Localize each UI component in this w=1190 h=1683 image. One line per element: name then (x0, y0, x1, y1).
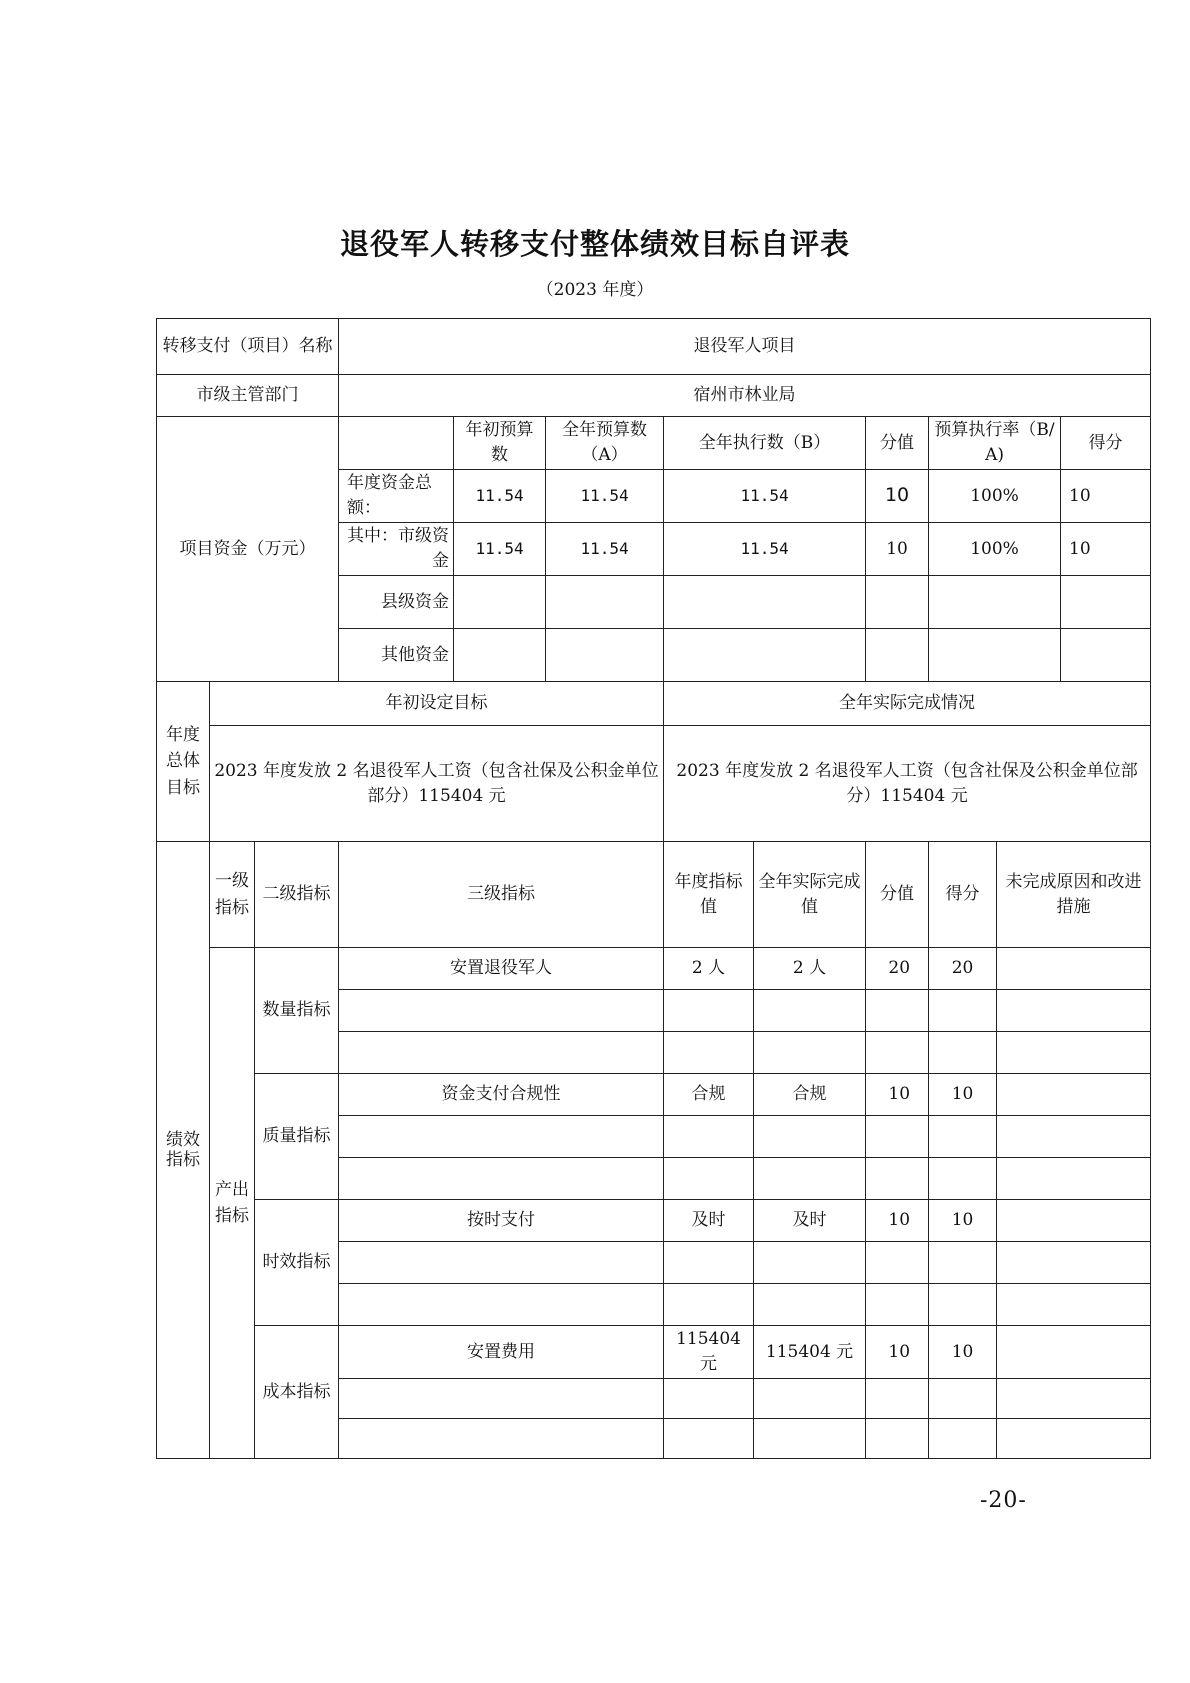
group-name: 质量指标 (255, 1074, 339, 1200)
level3-name (339, 1158, 664, 1200)
funds-score (1061, 629, 1151, 682)
score-value: 10 (866, 1074, 929, 1116)
group-name: 时效指标 (255, 1200, 339, 1326)
indicators-label: 绩效指标 (157, 842, 210, 1459)
reason (997, 1074, 1151, 1116)
funds-col-executed: 全年执行数（B） (664, 417, 866, 470)
score-value: 10 (866, 1200, 929, 1242)
level3-name: 资金支付合规性 (339, 1074, 664, 1116)
funds-initial (454, 576, 546, 629)
score (929, 1032, 997, 1074)
target-value (664, 1116, 754, 1158)
score (929, 1116, 997, 1158)
funds-score-value: 10 (866, 523, 929, 576)
funds-col-rate: 预算执行率（B/A) (929, 417, 1061, 470)
reason (997, 1419, 1151, 1459)
annual-goal-row (157, 726, 1151, 842)
funds-initial: 11.54 (454, 470, 546, 523)
level3-name (339, 990, 664, 1032)
funds-rate (929, 576, 1061, 629)
score-value (866, 990, 929, 1032)
header-actual: 全年实际完成值 (754, 842, 866, 948)
annual-goal-col-actual: 全年实际完成情况 (664, 682, 1151, 726)
project-name-label: 转移支付（项目）名称 (157, 319, 339, 375)
funds-rate (929, 629, 1061, 682)
target-value (664, 990, 754, 1032)
funds-col-score: 得分 (1061, 417, 1151, 470)
actual-value (754, 1116, 866, 1158)
funds-score: 10 (1061, 523, 1151, 576)
reason (997, 1326, 1151, 1379)
target-value (664, 1284, 754, 1326)
reason (997, 1158, 1151, 1200)
score (929, 1242, 997, 1284)
funds-col-budget: 全年预算数（A） (546, 417, 664, 470)
funds-score-value (866, 629, 929, 682)
funds-executed: 11.54 (664, 470, 866, 523)
score: 10 (929, 1200, 997, 1242)
target-value (664, 1158, 754, 1200)
level1-name: 产出指标 (210, 948, 255, 1459)
annual-goal-header-row (157, 682, 1151, 726)
actual-value (754, 1242, 866, 1284)
funds-score-value: 10 (866, 470, 929, 523)
score-value (866, 1032, 929, 1074)
score-value (866, 1158, 929, 1200)
header-level3: 三级指标 (339, 842, 664, 948)
annual-goal-actual: 2023 年度发放 2 名退役军人工资（包含社保及公积金单位部分）115404 元 (664, 726, 1151, 842)
score (929, 1158, 997, 1200)
level3-name: 安置退役军人 (339, 948, 664, 990)
score-value: 20 (866, 948, 929, 990)
funds-initial (454, 629, 546, 682)
funds-score (1061, 576, 1151, 629)
funds-executed (664, 629, 866, 682)
score-value: 10 (866, 1326, 929, 1379)
level3-name (339, 1419, 664, 1459)
funds-row-name: 其中：市级资金 (339, 523, 454, 576)
actual-value: 合规 (754, 1074, 866, 1116)
funds-row-name: 县级资金 (339, 576, 454, 629)
evaluation-table (156, 318, 1151, 1459)
score-value (866, 1379, 929, 1419)
funds-budget (546, 576, 664, 629)
actual-value: 及时 (754, 1200, 866, 1242)
reason (997, 990, 1151, 1032)
group-name: 数量指标 (255, 948, 339, 1074)
department-row (157, 375, 1151, 417)
header-reason: 未完成原因和改进措施 (997, 842, 1151, 948)
page-title: 退役军人转移支付整体绩效目标自评表 (339, 227, 850, 261)
level3-name (339, 1032, 664, 1074)
actual-value (754, 990, 866, 1032)
score (929, 1284, 997, 1326)
reason (997, 1200, 1151, 1242)
indicators-header-row (157, 842, 1151, 948)
header-level1: 一级指标 (210, 842, 255, 948)
header-level2: 二级指标 (255, 842, 339, 948)
target-value (664, 1242, 754, 1284)
score-value (866, 1419, 929, 1459)
actual-value (754, 1284, 866, 1326)
score-value (866, 1116, 929, 1158)
actual-value (754, 1419, 866, 1459)
funds-row-name: 年度资金总额： (339, 470, 454, 523)
funds-budget: 11.54 (546, 523, 664, 576)
reason (997, 1379, 1151, 1419)
funds-executed: 11.54 (664, 523, 866, 576)
header-score: 得分 (929, 842, 997, 948)
indicator-row (157, 1326, 1151, 1379)
score (929, 990, 997, 1032)
funds-score-value (866, 576, 929, 629)
target-value: 及时 (664, 1200, 754, 1242)
level3-name: 安置费用 (339, 1326, 664, 1379)
actual-value (754, 1158, 866, 1200)
funds-header-row (157, 417, 1151, 470)
reason (997, 948, 1151, 990)
target-value: 2 人 (664, 948, 754, 990)
funds-row-name: 其他资金 (339, 629, 454, 682)
actual-value (754, 1379, 866, 1419)
funds-col-initial: 年初预算数 (454, 417, 546, 470)
score (929, 1379, 997, 1419)
level3-name (339, 1379, 664, 1419)
funds-label: 项目资金（万元） (157, 417, 339, 682)
level3-name (339, 1242, 664, 1284)
score: 20 (929, 948, 997, 990)
target-value (664, 1032, 754, 1074)
header-target: 年度指标值 (664, 842, 754, 948)
indicator-row (157, 1200, 1151, 1242)
funds-score: 10 (1061, 470, 1151, 523)
score-value (866, 1242, 929, 1284)
target-value: 115404 元 (664, 1326, 754, 1379)
department-value: 宿州市林业局 (339, 375, 1151, 417)
score: 10 (929, 1326, 997, 1379)
annual-goal-label: 年度总体目标 (157, 682, 210, 842)
project-name-value: 退役军人项目 (339, 319, 1151, 375)
page-number: -20- (980, 1488, 1027, 1513)
funds-col-score-value: 分值 (866, 417, 929, 470)
header-score-value: 分值 (866, 842, 929, 948)
target-value (664, 1419, 754, 1459)
reason (997, 1032, 1151, 1074)
score (929, 1419, 997, 1459)
funds-executed (664, 576, 866, 629)
page-subtitle: （2023 年度） (536, 280, 654, 300)
funds-rate: 100% (929, 523, 1061, 576)
score: 10 (929, 1074, 997, 1116)
group-name: 成本指标 (255, 1326, 339, 1459)
level3-name (339, 1284, 664, 1326)
reason (997, 1284, 1151, 1326)
actual-value: 2 人 (754, 948, 866, 990)
actual-value: 115404 元 (754, 1326, 866, 1379)
funds-budget (546, 629, 664, 682)
level3-name (339, 1116, 664, 1158)
funds-blank-header (339, 417, 454, 470)
funds-initial: 11.54 (454, 523, 546, 576)
level3-name: 按时支付 (339, 1200, 664, 1242)
funds-budget: 11.54 (546, 470, 664, 523)
score-value (866, 1284, 929, 1326)
target-value (664, 1379, 754, 1419)
indicator-row (157, 1074, 1151, 1116)
target-value: 合规 (664, 1074, 754, 1116)
actual-value (754, 1032, 866, 1074)
reason (997, 1242, 1151, 1284)
funds-rate: 100% (929, 470, 1061, 523)
annual-goal-planned: 2023 年度发放 2 名退役军人工资（包含社保及公积金单位部分）115404 元 (210, 726, 664, 842)
department-label: 市级主管部门 (157, 375, 339, 417)
reason (997, 1116, 1151, 1158)
project-name-row (157, 319, 1151, 375)
indicator-row (157, 948, 1151, 990)
annual-goal-col-planned: 年初设定目标 (210, 682, 664, 726)
